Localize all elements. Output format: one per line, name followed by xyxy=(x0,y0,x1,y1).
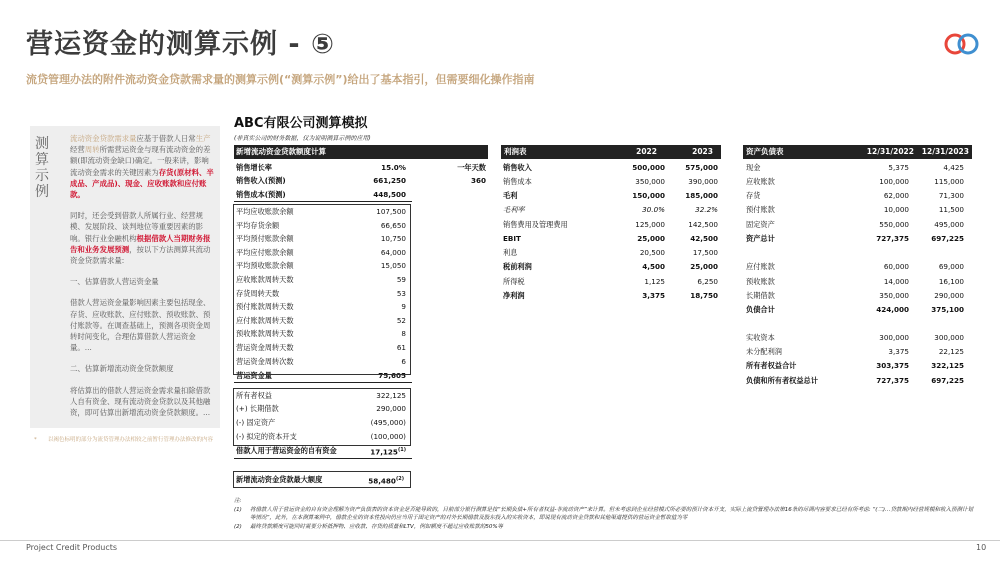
pl-row-2022: 4,500 xyxy=(642,262,665,271)
calc-row xyxy=(234,389,488,402)
pl-row-2022: 350,000 xyxy=(635,177,665,186)
calc-row-label: 平均存货余额 xyxy=(236,221,280,230)
calc-row-value: 64,000 xyxy=(380,248,406,257)
bs-row-2023: 11,500 xyxy=(938,205,964,214)
bs-row-2023: 697,225 xyxy=(931,376,964,385)
calc-row-label: 借款人用于营运资金的自有资金 xyxy=(236,446,337,455)
bs-row xyxy=(743,275,972,288)
calc-row-value: 10,750 xyxy=(380,234,406,243)
bs-row xyxy=(743,374,972,387)
sidebar-vertical-label: 测算示例 xyxy=(35,136,49,200)
pl-row-2022: 500,000 xyxy=(632,163,665,172)
pl-row xyxy=(501,189,721,202)
bs-row-label: 存货 xyxy=(746,191,761,200)
pl-row xyxy=(501,289,721,302)
page-title: 营运资金的测算示例 - ⑤ xyxy=(26,29,335,60)
bs-row-label: 资产总计 xyxy=(746,234,775,243)
pl-row-2022: 20,500 xyxy=(639,248,665,257)
calc-row xyxy=(234,327,488,340)
bs-row xyxy=(743,303,972,316)
bs-row xyxy=(743,345,972,358)
footnotes-title: 注: xyxy=(234,498,242,504)
pl-row xyxy=(501,275,721,288)
pl-row-2022: 1,125 xyxy=(644,277,665,286)
bs-row-2022: 303,375 xyxy=(876,361,909,370)
calc-row xyxy=(234,161,488,174)
calc-row xyxy=(234,246,488,259)
bs-row-label: 应收账款 xyxy=(746,177,775,186)
bs-row-2023: 697,225 xyxy=(931,234,964,243)
bs-row-label: 负债合计 xyxy=(746,305,775,314)
calc-row xyxy=(234,174,488,187)
calc-row-label: 营运资金周转次数 xyxy=(236,357,294,366)
pl-row-label: 税前利润 xyxy=(503,262,532,271)
bs-row xyxy=(743,232,972,245)
calc-row-label: 平均应付账款余额 xyxy=(236,248,294,257)
sidebar-paragraph-6: 将估算出的借款人营运资金需求量扣除借款人自有资金、现有流动资金贷款以及其他融资，即可估算出新增流动资金贷款额度。... xyxy=(70,385,211,418)
pl-row xyxy=(501,260,721,273)
calc-row-label: 平均预付账款余额 xyxy=(236,234,294,243)
calc-row-value: 107,500 xyxy=(376,207,406,216)
bs-row-2022: 60,000 xyxy=(883,262,909,271)
bs-row-2022: 14,000 xyxy=(883,277,909,286)
calc-row-value: 6 xyxy=(401,357,406,366)
bs-row xyxy=(743,331,972,344)
pl-row-label: 销售费用及管理费用 xyxy=(503,220,568,229)
calc-row xyxy=(234,273,488,286)
pl-row-label: 毛利 xyxy=(503,191,518,200)
bs-row-2023: 69,000 xyxy=(938,262,964,271)
pl-row-label: 销售收入 xyxy=(503,163,532,172)
bs-row-2023: 375,100 xyxy=(931,305,964,314)
calc-row-value: 322,125 xyxy=(376,391,406,400)
calc-row xyxy=(234,430,488,443)
bs-row-2023: 290,000 xyxy=(934,291,964,300)
bs-row xyxy=(743,359,972,372)
company-logo-icon xyxy=(942,32,982,56)
sidebar-paragraph-5: 二、估算新增流动资金贷款额度 xyxy=(70,364,174,374)
calc-row-label: 所有者权益 xyxy=(236,391,272,400)
pl-row-label: 销售成本 xyxy=(503,177,532,186)
calc-row-value: 9 xyxy=(401,302,406,311)
footer-project: Project Credit Products xyxy=(26,543,118,552)
calc-row-value: 66,650 xyxy=(380,221,406,230)
bs-row xyxy=(743,175,972,188)
pl-row xyxy=(501,161,721,174)
bs-row xyxy=(743,161,972,174)
underline xyxy=(234,458,412,459)
pl-row-2023: 390,000 xyxy=(688,177,718,186)
bs-row-2022: 424,000 xyxy=(876,305,909,314)
bs-row-2023: 4,425 xyxy=(943,163,964,172)
calc-row-label: 销售收入(预测) xyxy=(236,176,286,185)
calc-row-value: 15.0% xyxy=(381,163,406,172)
underline xyxy=(234,201,412,202)
calc-row-label: 存货周转天数 xyxy=(236,289,280,298)
pl-row xyxy=(501,203,721,216)
bs-row-2022: 350,000 xyxy=(879,291,909,300)
bs-row xyxy=(743,260,972,273)
calc-row-value: 290,000 xyxy=(376,404,406,413)
pl-row-label: 所得税 xyxy=(503,277,525,286)
model-title: ABC有限公司测算模拟 xyxy=(234,116,368,131)
calc-row xyxy=(234,402,488,415)
calc-row xyxy=(234,287,488,300)
bs-row-2023: 300,000 xyxy=(934,333,964,342)
calc-row-label: 预付账款周转天数 xyxy=(236,302,294,311)
calc-row-label: 销售成本(预测) xyxy=(236,190,286,199)
bs-row-2022: 3,375 xyxy=(888,347,909,356)
pl-row xyxy=(501,246,721,259)
calc-row xyxy=(234,444,488,457)
calc-row-label: 应收账款周转天数 xyxy=(236,275,294,284)
sidebar-paragraph-1: 流动资金贷款需求量应基于借款人日常生产经营周转所需营运资金与现有流动资金的差额(即流动资金缺口)确定。一般来讲，影响流动资金需求的关键因素为存货(原材料、半成品、产成品)、现金、应收账款和应付账款。 xyxy=(70,134,214,200)
bs-row-2023: 115,000 xyxy=(934,177,964,186)
bs-row xyxy=(743,289,972,302)
calc-row xyxy=(234,314,488,327)
calc-row-value xyxy=(370,444,406,459)
calc-row-sup: (1) xyxy=(397,447,406,453)
calc-row-label: 营运资金周转天数 xyxy=(236,343,294,352)
bs-row-2022: 727,375 xyxy=(876,234,909,243)
calc-row xyxy=(234,188,488,201)
calc-row-label: 平均预收账款余额 xyxy=(236,261,294,270)
bs-row-2022: 550,000 xyxy=(879,220,909,229)
bs-row-2023: 22,125 xyxy=(938,347,964,356)
calc-row-value: 52 xyxy=(396,316,406,325)
pl-row-2023: 6,250 xyxy=(697,277,718,286)
footnote-2: (2) 最终贷款额度可能同时需要分析抵押物、应收款、存货的质量和LTV，例如额度不超过应收账款的50%等 xyxy=(234,523,504,530)
calc-row xyxy=(234,369,488,382)
pl-row-label: 净利润 xyxy=(503,291,525,300)
bs-row-2023: 495,000 xyxy=(934,220,964,229)
calc-row-value-text: 17,125 xyxy=(370,447,398,457)
calc-row-extra: 360 xyxy=(470,176,486,185)
calc-row xyxy=(234,355,488,368)
calc-row-label: 平均应收账款余额 xyxy=(236,207,294,216)
calc-row-label: (-) 固定资产 xyxy=(236,418,276,427)
pl-row-2022: 3,375 xyxy=(642,291,665,300)
bs-row-label: 固定资产 xyxy=(746,220,775,229)
calc-row-label: 预收账款周转天数 xyxy=(236,329,294,338)
bs-row-2022: 727,375 xyxy=(876,376,909,385)
calc-row-value: (100,000) xyxy=(370,432,406,441)
bs-row-2022: 5,375 xyxy=(888,163,909,172)
pl-row-2023: 25,000 xyxy=(690,262,718,271)
bs-row-2023: 16,100 xyxy=(938,277,964,286)
pl-row-label: EBIT xyxy=(503,234,521,243)
pl-row-2023: 185,000 xyxy=(685,191,718,200)
bs-row xyxy=(743,189,972,202)
bs-row xyxy=(743,203,972,216)
calc-row-value: 75,605 xyxy=(378,371,406,380)
calc-row-value: 448,500 xyxy=(373,190,406,199)
bs-row-2022: 10,000 xyxy=(883,205,909,214)
pl-row-label: 利息 xyxy=(503,248,518,257)
pl-row-2023: 142,500 xyxy=(688,220,718,229)
pl-row-2023: 42,500 xyxy=(690,234,718,243)
calc-row-value: 61 xyxy=(396,343,406,352)
pl-row xyxy=(501,218,721,231)
pl-row-label: 毛利率 xyxy=(503,205,525,214)
bs-row-label: 长期借款 xyxy=(746,291,775,300)
calc-table-header: 新增流动资金贷款额度计算 xyxy=(234,145,488,159)
final-loan-row: 新增流动资金贷款最大额度 58,480$^{(2)}$ xyxy=(236,475,404,486)
sidebar-paragraph-2: 同时，还会受到借款人所属行业、经营规模、发展阶段、谈判地位等重要因素的影响。银行业金融机构根据借款人当期财务报告和业务发展预测，按以下方法测算其流动资金贷款需求量: xyxy=(70,211,211,266)
pl-row-2022: 150,000 xyxy=(632,191,665,200)
calc-row xyxy=(234,300,488,313)
bs-table-header: 资产负债表 12/31/2022 12/31/2023 xyxy=(743,145,972,159)
calc-row xyxy=(234,341,488,354)
underline xyxy=(234,382,412,383)
pl-row-2023: 17,500 xyxy=(692,248,718,257)
bs-row-label: 负债和所有者权益总计 xyxy=(746,376,818,385)
bs-row-label: 实收资本 xyxy=(746,333,775,342)
bs-row-2022: 62,000 xyxy=(883,191,909,200)
calc-row-value: 661,250 xyxy=(373,176,406,185)
calc-row-value: 8 xyxy=(401,329,406,338)
pl-row xyxy=(501,175,721,188)
bs-row-label: 预付账款 xyxy=(746,205,775,214)
model-subtitle: (非真实公司的财务数据，仅为说明测算示例的应用) xyxy=(234,135,371,142)
calc-row-label: 营运资金量 xyxy=(236,371,272,380)
pl-row-2022: 30.0% xyxy=(642,205,665,214)
calc-row xyxy=(234,416,488,429)
bs-row-2022: 100,000 xyxy=(879,177,909,186)
bs-row-label: 所有者权益合计 xyxy=(746,361,797,370)
bs-row-2023: 71,300 xyxy=(938,191,964,200)
calc-row xyxy=(234,219,488,232)
footnote-1: (1) 将借款人用于营运资金的自有资金理解为资产负债表的资本资金是否能导致的，目前部分银行测算是按“长期负债+所有者权益-非流动资产”来计算。但未考虑到企业经营模式所必要的预计资本开支，实际上流贷管理办法第16条的尽调内容要求已经有所考虑: “(二)…贷款期内经营规模和收入预测计划等情况”，此外，在本测算案例中，借款企业的资本性投向仍应当用于固定资产的对外长期借款及股东投入的实收资本，即说现有流动资金贷款和其他渠道提供的营运资金暂取值为零 xyxy=(234,506,974,522)
calc-row xyxy=(234,259,488,272)
page-subtitle: 流贷管理办法的附件流动资金贷款需求量的测算示例(“测算示例”)给出了基本指引，但需要细化操作指南 xyxy=(26,73,535,86)
pl-row-2022: 125,000 xyxy=(635,220,665,229)
pl-table-header: 利润表 2022 2023 xyxy=(501,145,721,159)
calc-row-label: 应付账款周转天数 xyxy=(236,316,294,325)
calc-row-label: (-) 拟定的资本开支 xyxy=(236,432,297,441)
calc-row xyxy=(234,205,488,218)
bs-row-label: 预收账款 xyxy=(746,277,775,286)
pl-row-2023: 32.2% xyxy=(695,205,718,214)
calc-row-value: 15,050 xyxy=(380,261,406,270)
page-number: 10 xyxy=(976,543,987,552)
calc-row xyxy=(234,232,488,245)
footnotes xyxy=(234,497,974,531)
pl-row-2022: 25,000 xyxy=(637,234,665,243)
bs-row-label: 应付账款 xyxy=(746,262,775,271)
bs-row-2022: 300,000 xyxy=(879,333,909,342)
footer-divider xyxy=(0,540,1000,541)
bs-row xyxy=(743,218,972,231)
pl-row-2023: 18,750 xyxy=(690,291,718,300)
pl-row-2023: 575,000 xyxy=(685,163,718,172)
sidebar-paragraph-3: 一、估算借款人营运资金量 xyxy=(70,277,159,287)
bs-row-label: 现金 xyxy=(746,163,761,172)
bs-row-label: 未分配利润 xyxy=(746,347,782,356)
calc-row-value: (495,000) xyxy=(370,418,406,427)
sidebar-paragraph-4: 借款人营运资金量影响因素主要包括现金、存货、应收账款、应付账款、预收账款、预付账款等。在调查基础上，预测各项资金周转时间变化，合理估算借款人营运资金量。... xyxy=(70,298,211,353)
calc-row-value: 53 xyxy=(396,289,406,298)
bs-row-2023: 322,125 xyxy=(931,361,964,370)
sidebar-footnote: * 以褐色标明的部分为流贷管理办法相较之前暂行管理办法修改的内容 xyxy=(34,437,214,443)
calc-row-extra: 一年天数 xyxy=(457,163,486,172)
calc-row-value: 59 xyxy=(396,275,406,284)
pl-row xyxy=(501,232,721,245)
calc-row-label: 销售增长率 xyxy=(236,163,272,172)
calc-row-label: (+) 长期借款 xyxy=(236,404,279,413)
sidebar-text xyxy=(70,133,216,428)
